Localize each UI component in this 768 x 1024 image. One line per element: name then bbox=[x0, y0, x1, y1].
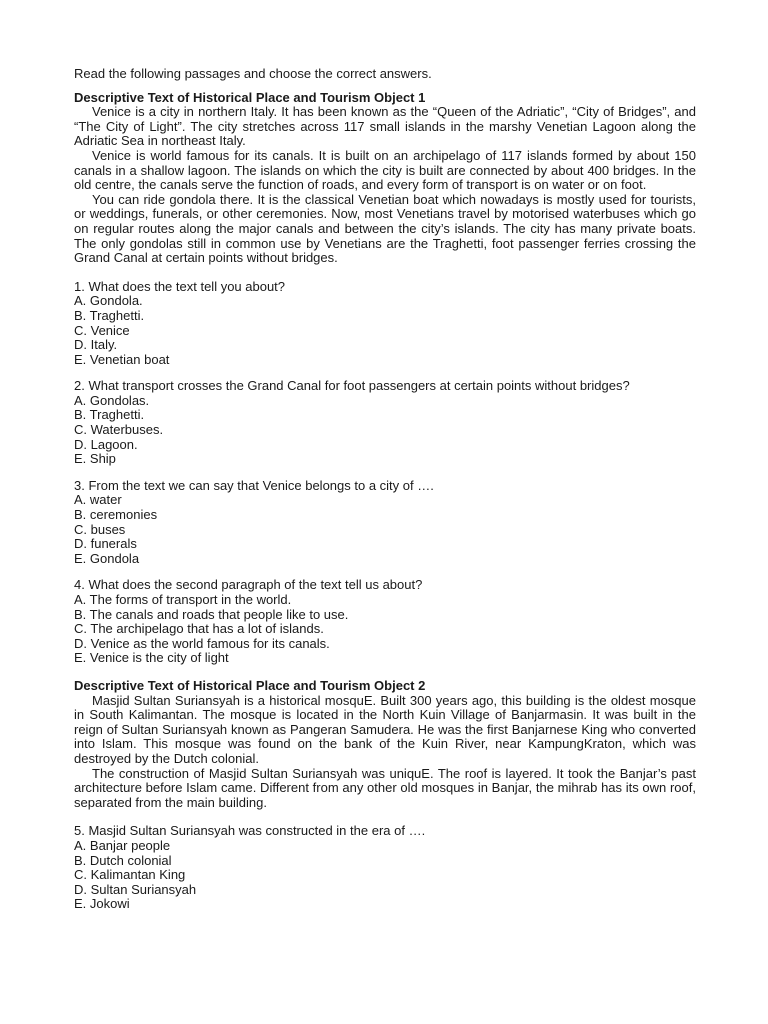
answer-option: C. buses bbox=[74, 521, 126, 537]
answer-option: A. Banjar people bbox=[74, 837, 171, 853]
question-text: 3. From the text we can say that Venice belongs to a city of …. bbox=[74, 477, 434, 493]
answer-option: A. The forms of transport in the world. bbox=[74, 592, 292, 607]
answer-option: C. Kalimantan King bbox=[74, 867, 186, 883]
answer-options bbox=[74, 394, 696, 467]
question-text: 2. What transport crosses the Grand Canal for foot passengers at certain points without bridges? bbox=[74, 378, 630, 394]
answer-option: A. Gondola. bbox=[74, 293, 143, 309]
question-2 bbox=[74, 379, 696, 467]
answer-option: E. Venice is the city of light bbox=[74, 650, 229, 666]
answer-options bbox=[74, 294, 696, 367]
instructions: Read the following passages and choose the correct answers. bbox=[74, 66, 432, 81]
section-1-paragraph: Venice is a city in northern Italy. It has been known as the “Queen of the Adriatic”, “City of Bridges”, and “The City of Light”. The city stretches across 117 small islands in the marshy Venetian Lagoon along the Adriatic Sea in northeast Italy. bbox=[74, 104, 696, 149]
question-5 bbox=[74, 824, 696, 912]
answer-option: C. Waterbuses. bbox=[74, 422, 164, 438]
question-text: 1. What does the text tell you about? bbox=[74, 278, 286, 294]
question-1 bbox=[74, 280, 696, 368]
section-1 bbox=[74, 91, 696, 666]
question-3 bbox=[74, 479, 696, 567]
answer-option: B. Traghetti. bbox=[74, 307, 145, 323]
answer-option: A. Gondolas. bbox=[74, 392, 150, 408]
answer-option: D. Italy. bbox=[74, 337, 118, 353]
answer-option: D. Sultan Suriansyah bbox=[74, 881, 197, 897]
section-1-paragraph: Venice is world famous for its canals. It is built on an archipelago of 117 islands formed by about 150 canals in a shallow lagoon. The islands on which the city is built are connected by about 400 bridges. In the old centre, the canals serve the function of roads, and every form of transport is on water or on foot. bbox=[74, 147, 696, 193]
answer-option: E. Jokowi bbox=[74, 896, 130, 912]
answer-options bbox=[74, 839, 696, 912]
answer-option: B. Dutch colonial bbox=[74, 852, 172, 868]
answer-option: D. Lagoon. bbox=[74, 436, 138, 452]
answer-options bbox=[74, 493, 696, 566]
answer-option: E. Ship bbox=[74, 451, 116, 467]
answer-option: C. The archipelago that has a lot of islands. bbox=[74, 621, 324, 637]
question-4 bbox=[74, 578, 696, 666]
question-text: 5. Masjid Sultan Suriansyah was constructed in the era of …. bbox=[74, 823, 426, 839]
section-2 bbox=[74, 679, 696, 912]
answer-option: B. The canals and roads that people like to use. bbox=[74, 606, 349, 622]
answer-option: B. ceremonies bbox=[74, 507, 158, 523]
answer-option: D. Venice as the world famous for its canals. bbox=[74, 635, 330, 651]
section-2-title: Descriptive Text of Historical Place and Tourism Object 2 bbox=[74, 677, 426, 693]
section-2-paragraph: Masjid Sultan Suriansyah is a historical mosquE. Built 300 years ago, this building is the oldest mosque in South Kalimantan. The mosque is located in the North Kuin Village of Banjarmasin. It was built in the reign of Sultan Suriansyah known as Pangeran Samudera. He was the first Banjarnese King who converted into Islam. This mosque was found on the bank of the Kuin River, near KampungKraton, which was destroyed by the Dutch colonial. bbox=[74, 692, 696, 766]
answer-option: C. Venice bbox=[74, 322, 130, 338]
answer-option: E. Venetian boat bbox=[74, 351, 170, 367]
answer-options bbox=[74, 593, 696, 666]
answer-option: B. Traghetti. bbox=[74, 407, 145, 423]
answer-option: D. funerals bbox=[74, 536, 137, 552]
section-1-paragraph: You can ride gondola there. It is the classical Venetian boat which nowadays is mostly used for tourists, or weddings, funerals, or other ceremonies. Now, most Venetians travel by motorised waterbuses which go on regular routes along the major canals and between the city’s islands. The city has many private boats. The only gondolas still in common use by Venetians are the Traghetti, foot passenger ferries crossing the Grand Canal at certain points without bridges. bbox=[74, 191, 696, 266]
answer-option: E. Gondola bbox=[74, 550, 140, 566]
section-1-title: Descriptive Text of Historical Place and Tourism Object 1 bbox=[74, 89, 426, 105]
worksheet-page bbox=[74, 67, 696, 912]
section-2-paragraph: The construction of Masjid Sultan Suriansyah was uniquE. The roof is layered. It took the Banjar’s past architecture before Islam came. Different from any other old mosques in Banjar, the mihrab has its own roof, separated from the main building. bbox=[74, 765, 696, 810]
answer-option: A. water bbox=[74, 492, 122, 508]
question-text: 4. What does the second paragraph of the text tell us about? bbox=[74, 577, 423, 593]
